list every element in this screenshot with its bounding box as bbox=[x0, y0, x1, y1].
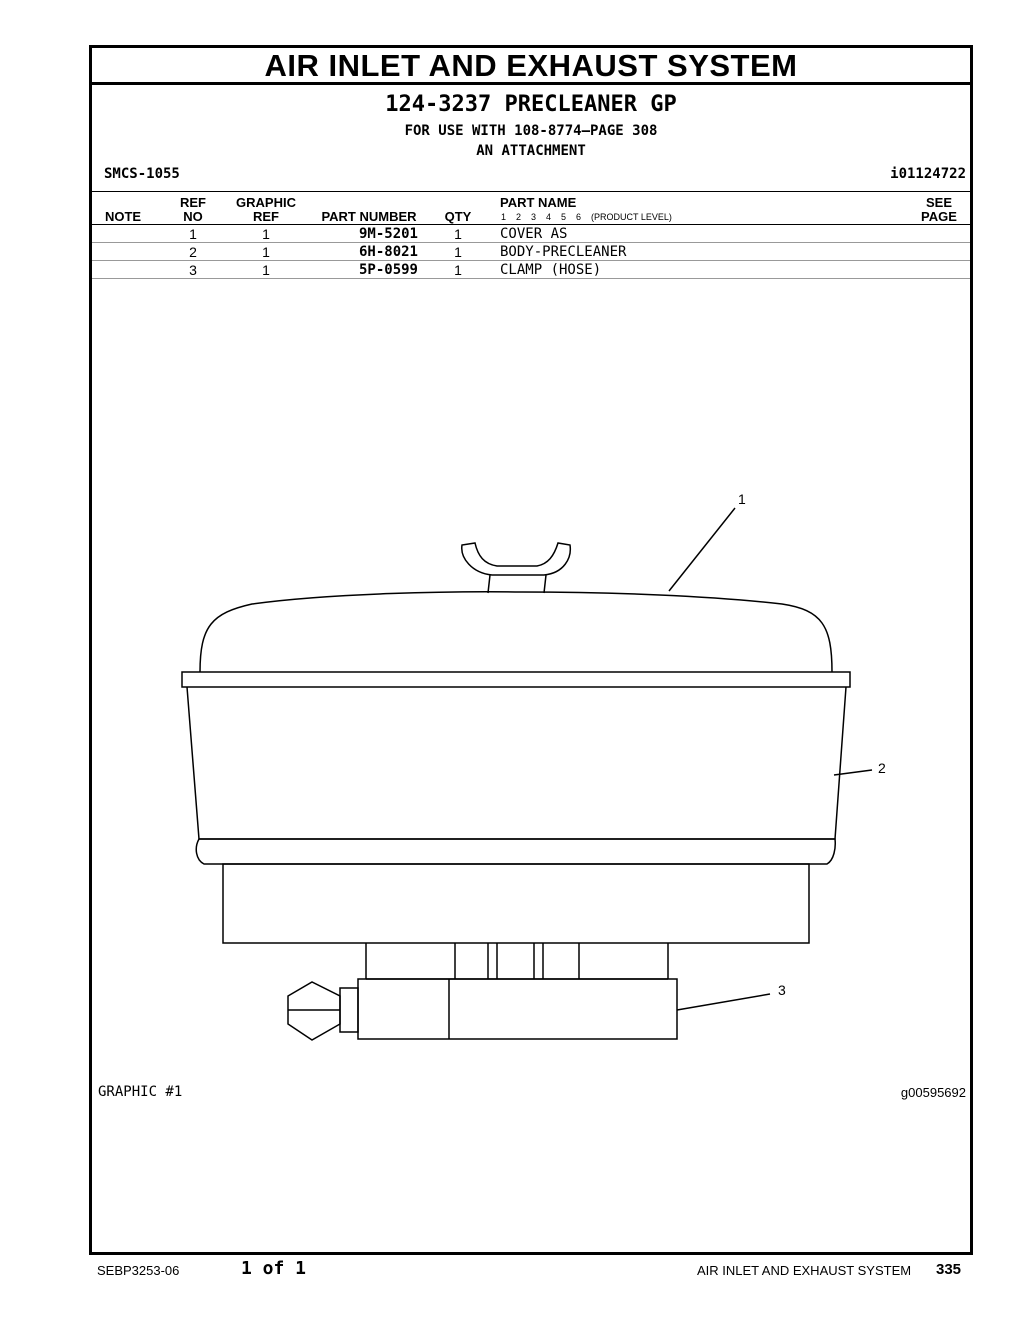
header-qty: QTY bbox=[444, 209, 472, 224]
callout-3: 3 bbox=[778, 982, 786, 998]
footer-page-of: 1 of 1 bbox=[241, 1258, 307, 1279]
row-1-qty: 1 bbox=[454, 226, 462, 242]
header-product-levels: 1 2 3 4 5 6 (PRODUCT LEVEL) bbox=[501, 212, 672, 222]
row-3-ref: 3 bbox=[189, 262, 197, 278]
header-note: NOTE bbox=[104, 209, 142, 224]
row-1-ref: 1 bbox=[189, 226, 197, 242]
header-see-bottom: PAGE bbox=[921, 209, 957, 224]
footer-doc-number: SEBP3253-06 bbox=[97, 1263, 180, 1278]
leader-line-3 bbox=[677, 994, 770, 1010]
use-with-line: FOR USE WITH 108-8774—PAGE 308 bbox=[404, 123, 658, 139]
clamp-bolt-head bbox=[288, 982, 340, 1040]
row-1-graphic: 1 bbox=[262, 226, 270, 242]
footer-section-title: AIR INLET AND EXHAUST SYSTEM bbox=[697, 1263, 912, 1278]
header-graphic-bottom: REF bbox=[253, 209, 279, 224]
smcs-code: SMCS-1055 bbox=[104, 166, 180, 182]
header-part-name: PART NAME bbox=[500, 195, 577, 210]
group-title: 124-3237 PRECLEANER GP bbox=[385, 92, 677, 117]
callout-2: 2 bbox=[878, 760, 886, 776]
page-frame bbox=[89, 45, 973, 1255]
row-1-part-number: 9M-5201 bbox=[358, 226, 418, 242]
body-lower-lip bbox=[196, 839, 835, 864]
cover-dome-shape bbox=[200, 592, 832, 672]
header-ref-bottom: NO bbox=[183, 209, 203, 224]
document-ident: i01124722 bbox=[890, 166, 966, 182]
wing-nut-shape bbox=[462, 543, 571, 575]
row-1-part-name: COVER AS bbox=[500, 226, 568, 242]
row-3-part-number: 5P-0599 bbox=[358, 262, 418, 278]
header-part-number: PART NUMBER bbox=[321, 209, 417, 224]
header-see-top: SEE bbox=[925, 195, 952, 210]
header-ref-top: REF bbox=[180, 195, 206, 210]
callout-1: 1 bbox=[738, 491, 746, 507]
cover-rim-shape bbox=[182, 672, 850, 687]
footer-page-number: 335 bbox=[936, 1261, 962, 1278]
row-3-part-name: CLAMP (HOSE) bbox=[500, 262, 602, 278]
row-2-ref: 2 bbox=[189, 244, 197, 260]
graphic-id: g00595692 bbox=[900, 1085, 966, 1100]
row-3-graphic: 1 bbox=[262, 262, 270, 278]
row-2-qty: 1 bbox=[454, 244, 462, 260]
row-2-part-number: 6H-8021 bbox=[358, 244, 418, 260]
lower-cylinder-shape bbox=[223, 864, 809, 943]
precleaner-drawing bbox=[92, 48, 970, 1252]
outlet-tube-shape bbox=[366, 943, 668, 979]
hose-clamp-shape bbox=[358, 979, 677, 1039]
row-2-part-name: BODY-PRECLEANER bbox=[500, 244, 627, 260]
header-graphic-top: GRAPHIC bbox=[236, 195, 296, 210]
section-title: AIR INLET AND EXHAUST SYSTEM bbox=[92, 48, 970, 85]
body-shape bbox=[187, 687, 846, 839]
attachment-line: AN ATTACHMENT bbox=[476, 143, 586, 159]
row-2-graphic: 1 bbox=[262, 244, 270, 260]
graphic-label: GRAPHIC #1 bbox=[98, 1084, 183, 1100]
leader-line-1 bbox=[669, 508, 735, 591]
row-3-qty: 1 bbox=[454, 262, 462, 278]
